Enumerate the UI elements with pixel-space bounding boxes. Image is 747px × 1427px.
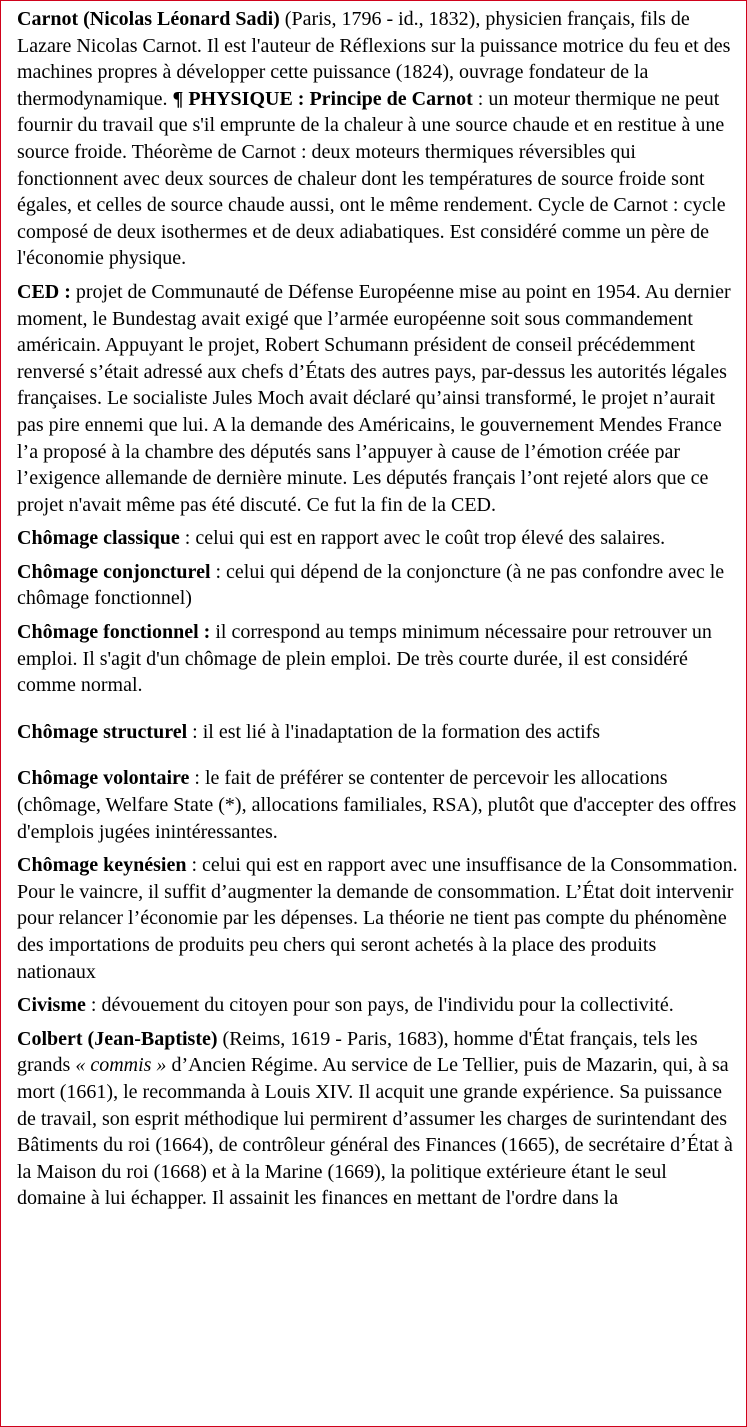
- entry-ced: [17, 279, 740, 518]
- section-heading: ¶ PHYSIQUE : Principe de Carnot: [172, 87, 473, 110]
- entry-term: Chômage classique: [17, 527, 180, 550]
- entry-carnot: [17, 6, 740, 272]
- entry-term: Civisme: [17, 994, 86, 1017]
- entry-text: : celui qui est en rapport avec le coût trop élevé des salaires.: [179, 527, 666, 550]
- entry-term: Chômage volontaire: [17, 767, 190, 790]
- entry-term: Carnot (Nicolas Léonard Sadi): [17, 8, 280, 30]
- entry-term: Chômage structurel: [17, 720, 188, 743]
- entry-text: (Paris, 1796 - id., 1832), physicien français, fils de Lazare Nicolas Carnot. Il est l'auteur de Réflexions sur la puissance motrice du feu et des machines propres à développer cette puissance (1824), ouvrage fondateur de la thermodynamique.: [17, 8, 731, 110]
- entry-term: Chômage conjoncturel: [17, 560, 211, 583]
- entry-term: CED :: [17, 280, 71, 303]
- entry-text: : celui qui est en rapport avec une insuffisance de la Consommation. Pour le vaincre, il suffit d’augmenter la demande de consommation. L’État doit intervenir pour relancer l’économie par les dépenses. La théorie ne tient pas compte du phénomène des importations de produits peu chers qui seront achetés à la place des produits nationaux: [17, 854, 738, 983]
- entry-chomage-structurel: [17, 719, 740, 746]
- entry-italic-text: « commis »: [75, 1054, 167, 1077]
- entry-text: (Reims, 1619 - Paris, 1683), homme d'État français, tels les grands: [17, 1027, 698, 1077]
- entry-text: : celui qui dépend de la conjoncture (à ne pas confondre avec le chômage fonctionnel): [17, 560, 725, 610]
- entry-text: il correspond au temps minimum nécessaire pour retrouver un emploi. Il s'agit d'un chômage de plein emploi. De très courte durée, il est considéré comme normal.: [17, 621, 712, 697]
- entry-term: Chômage keynésien: [17, 854, 187, 877]
- entry-text: projet de Communauté de Défense Européenne mise au point en 1954. Au dernier moment, le Bundestag avait exigé que l’armée européenne soit sous commandement américain. Appuyant le projet, Robert Schumann président de conseil précédemment renversé s’était adressé aux chefs d’États des autres pays, par-dessus les autorités légales françaises. Le socialiste Jules Moch avait déclaré qu’ainsi transformé, le projet n’aurait pas pire ennemi que lui. A la demande des Américains, le gouvernement Mendes France l’a proposé à la chambre des députés sans l’appuyer à cause de l’émotion créée par l’exigence allemande de dernière minute. Les députés français l’ont rejeté alors que ce projet n'avait même pas été discuté. Ce fut la fin de la CED.: [17, 280, 731, 516]
- entry-term: Colbert (Jean-Baptiste): [17, 1027, 218, 1050]
- entry-chomage-conjoncturel: [17, 559, 740, 612]
- entry-text: : il est lié à l'inadaptation de la formation des actifs: [187, 720, 601, 743]
- entry-chomage-classique: [17, 525, 740, 552]
- entry-chomage-volontaire: [17, 765, 740, 845]
- entry-text: : dévouement du citoyen pour son pays, de l'individu pour la collectivité.: [85, 994, 674, 1017]
- entry-text: : un moteur thermique ne peut fournir du travail que s'il emprunte de la chaleur à une source chaude et en restitue à une source froide. Théorème de Carnot : deux moteurs thermiques réversibles qui fonctionnent avec deux sources de chaleur dont les températures de source froide sont égales, et celles de source chaude aussi, ont le même rendement. Cycle de Carnot : cycle composé de deux isothermes et de deux adiabatiques. Est considéré comme un père de l'économie physique.: [17, 87, 726, 270]
- entry-colbert: [17, 1026, 740, 1212]
- entry-chomage-keynesien: [17, 852, 740, 985]
- entry-text: : le fait de préférer se contenter de percevoir les allocations (chômage, Welfare State (*), allocations familiales, RSA), plutôt que d'accepter des offres d'emplois jugées inintéressantes.: [17, 767, 737, 843]
- entry-term: Chômage fonctionnel :: [17, 621, 211, 644]
- entry-civisme: [17, 992, 740, 1019]
- entry-chomage-fonctionnel: [17, 619, 740, 699]
- entry-text: d’Ancien Régime. Au service de Le Tellier, puis de Mazarin, qui, à sa mort (1661), le recommanda à Louis XIV. Il acquit une grande expérience. Sa puissance de travail, son esprit méthodique lui permirent d’assumer les charges de surintendant des Bâtiments du roi (1664), de contrôleur général des Finances (1665), de secrétaire d’État à la Maison du roi (1668) et à la Marine (1669), la politique extérieure étant le seul domaine à lui échapper. Il assainit les finances en mettant de l'ordre dans la: [17, 1054, 733, 1210]
